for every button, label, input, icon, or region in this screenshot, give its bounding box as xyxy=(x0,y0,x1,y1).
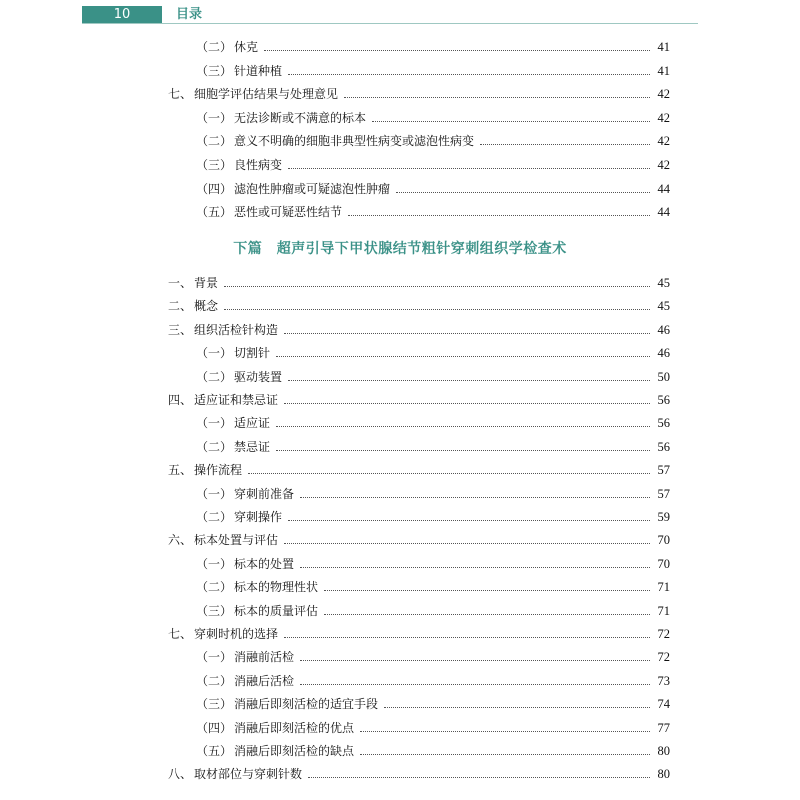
toc-entry-number: （一） xyxy=(196,346,233,361)
toc-entry-page: 74 xyxy=(657,697,670,712)
dot-leader xyxy=(284,636,650,638)
toc-entry-number: 五、 xyxy=(168,463,193,478)
toc-entry-title: 取材部位与穿刺针数 xyxy=(194,767,303,782)
toc-entry xyxy=(196,741,670,761)
toc-entry xyxy=(196,671,670,691)
part-title: 下篇 超声引导下甲状腺结节粗针穿刺组织学检查术 xyxy=(233,241,567,257)
dot-leader xyxy=(276,449,650,451)
toc-entry xyxy=(168,273,670,293)
toc-entry-title: 消融后即刻活检的优点 xyxy=(234,720,355,735)
toc-entry xyxy=(196,61,670,81)
toc-entry-title: 禁忌证 xyxy=(234,439,271,454)
toc-entry-number: （二） xyxy=(196,439,233,454)
toc-entry xyxy=(196,601,670,621)
toc-entry-title: 标本的质量评估 xyxy=(234,603,319,618)
toc-entry-page: 42 xyxy=(657,87,670,102)
dot-leader xyxy=(372,120,650,122)
toc-entry-page: 41 xyxy=(657,63,670,78)
dot-leader xyxy=(276,355,650,357)
toc-entry-page: 44 xyxy=(657,181,670,196)
toc-entry-title: 穿刺时机的选择 xyxy=(194,627,279,641)
dot-leader xyxy=(308,776,650,778)
toc-entry-page: 72 xyxy=(657,627,670,641)
toc-entry-title: 标本处置与评估 xyxy=(194,533,279,548)
toc-entry-page: 72 xyxy=(657,650,670,665)
toc-entry-number: （四） xyxy=(196,181,233,196)
toc-entry-page: 70 xyxy=(657,556,670,571)
toc-entry-title: 良性病变 xyxy=(234,158,283,172)
toc-entry-page: 45 xyxy=(657,276,670,290)
toc-entry-number: （二） xyxy=(196,134,233,149)
dot-leader xyxy=(360,753,650,755)
toc-entry xyxy=(196,647,670,667)
toc-entry-number: 八、 xyxy=(168,767,193,782)
toc-entry-title: 滤泡性肿瘤或可疑滤泡性肿瘤 xyxy=(234,181,391,196)
toc-entry-page: 73 xyxy=(657,673,670,688)
dot-leader xyxy=(480,143,650,145)
toc-entry-page: 71 xyxy=(657,580,670,595)
header-label: 目录 xyxy=(176,7,203,22)
dot-leader xyxy=(324,613,650,615)
toc-entry-title: 切割针 xyxy=(234,346,271,361)
dot-leader xyxy=(284,542,650,544)
toc-entry-title: 消融后即刻活检的适宜手段 xyxy=(234,697,379,712)
toc-entry-number: （三） xyxy=(196,158,233,172)
toc-entry-title: 消融后活检 xyxy=(234,673,295,688)
toc-entry xyxy=(196,694,670,714)
toc-entry-number: （二） xyxy=(196,580,233,595)
toc-entry-number: 四、 xyxy=(168,393,193,407)
toc-entry-title: 穿刺操作 xyxy=(234,510,283,524)
dot-leader xyxy=(324,589,650,591)
dot-leader xyxy=(300,496,650,498)
dot-leader xyxy=(300,566,650,568)
toc-entry-page: 46 xyxy=(657,322,670,337)
dot-leader xyxy=(224,308,650,310)
toc-entry-page: 42 xyxy=(657,158,670,172)
dot-leader xyxy=(360,730,650,732)
toc-entry-number: 七、 xyxy=(168,627,193,641)
toc-entry-page: 56 xyxy=(657,439,670,454)
toc-entry xyxy=(196,179,670,199)
toc-entry-page: 42 xyxy=(657,110,670,125)
toc-entry-title: 标本的处置 xyxy=(234,556,295,571)
dot-leader xyxy=(288,73,650,75)
toc-entry xyxy=(168,624,670,644)
toc-entry xyxy=(168,296,670,316)
toc-entry-page: 50 xyxy=(657,369,670,384)
toc-entry-page: 70 xyxy=(657,533,670,548)
toc-entry xyxy=(196,554,670,574)
toc-entry-page: 56 xyxy=(657,416,670,431)
toc-entry-number: （二） xyxy=(196,369,233,384)
toc-entry xyxy=(196,484,670,504)
dot-leader xyxy=(348,214,650,216)
dot-leader xyxy=(224,285,650,287)
toc-entry xyxy=(196,202,670,222)
dot-leader xyxy=(396,191,650,193)
dot-leader xyxy=(284,332,650,334)
toc-entry-page: 45 xyxy=(657,299,670,314)
toc-entry-title: 穿刺前准备 xyxy=(234,486,295,501)
toc-entry xyxy=(196,155,670,175)
toc-entry xyxy=(168,460,670,480)
toc-entry-page: 80 xyxy=(657,767,670,782)
toc-entry xyxy=(196,131,670,151)
toc-entry-number: （五） xyxy=(196,744,233,758)
toc-entry xyxy=(168,530,670,550)
toc-entry-title: 无法诊断或不满意的标本 xyxy=(234,110,367,125)
toc-entry xyxy=(196,413,670,433)
toc-entry-page: 41 xyxy=(657,40,670,54)
toc-entry-number: （二） xyxy=(196,510,233,524)
toc-entry-page: 80 xyxy=(657,744,670,758)
toc-entry-title: 组织活检针构造 xyxy=(194,322,279,337)
toc-entry-page: 44 xyxy=(657,205,670,220)
page-number: 10 xyxy=(113,7,131,22)
dot-leader xyxy=(264,49,650,51)
toc-entry-number: （一） xyxy=(196,110,233,125)
toc-entry-page: 56 xyxy=(657,393,670,407)
dot-leader xyxy=(300,659,650,661)
toc-entry-number: （三） xyxy=(196,603,233,618)
toc-entry xyxy=(168,764,670,784)
toc-entry-number: 三、 xyxy=(168,322,193,337)
toc-entry xyxy=(168,320,670,340)
dot-leader xyxy=(276,425,650,427)
toc-entry-number: （一） xyxy=(196,650,233,665)
toc-entry-title: 细胞学评估结果与处理意见 xyxy=(194,87,339,102)
toc-entry-page: 71 xyxy=(657,603,670,618)
toc-entry-title: 驱动装置 xyxy=(234,369,283,384)
toc-entry-title: 操作流程 xyxy=(194,463,243,478)
toc-entry xyxy=(196,37,670,57)
dot-leader xyxy=(344,96,650,98)
toc-entry-title: 概念 xyxy=(194,299,219,314)
toc-entry-title: 意义不明确的细胞非典型性病变或滤泡性病变 xyxy=(234,134,475,149)
dot-leader xyxy=(284,402,650,404)
toc-entry-title: 休克 xyxy=(234,40,259,54)
toc-entry xyxy=(196,577,670,597)
toc-entry-number: （三） xyxy=(196,697,233,712)
toc-entry-number: （一） xyxy=(196,556,233,571)
toc-entry-number: 二、 xyxy=(168,299,193,314)
dot-leader xyxy=(384,706,650,708)
toc-entry xyxy=(196,108,670,128)
toc-entry-page: 57 xyxy=(657,463,670,478)
dot-leader xyxy=(288,167,650,169)
dot-leader xyxy=(288,379,650,381)
toc-entry-title: 适应证和禁忌证 xyxy=(194,393,279,407)
toc-entry-number: 七、 xyxy=(168,87,193,102)
toc-entry-page: 77 xyxy=(657,720,670,735)
toc-entry-title: 针道种植 xyxy=(234,63,283,78)
toc-entry-number: （二） xyxy=(196,40,233,54)
toc-entry-page: 42 xyxy=(657,134,670,149)
toc-entry-page: 46 xyxy=(657,346,670,361)
toc-entry-number: （三） xyxy=(196,63,233,78)
toc-entry-number: （二） xyxy=(196,673,233,688)
toc-entry xyxy=(196,718,670,738)
toc-entry-title: 适应证 xyxy=(234,416,271,431)
toc-entry-number: 一、 xyxy=(168,276,193,290)
toc-entry xyxy=(196,343,670,363)
dot-leader xyxy=(300,683,650,685)
toc-entry-number: 六、 xyxy=(168,533,193,548)
toc-entry-title: 消融后即刻活检的缺点 xyxy=(234,744,355,758)
toc-entry xyxy=(168,84,670,104)
toc-entry-number: （一） xyxy=(196,416,233,431)
dot-leader xyxy=(248,472,650,474)
toc-entry xyxy=(196,507,670,527)
toc-entry-number: （一） xyxy=(196,486,233,501)
toc-entry-title: 标本的物理性状 xyxy=(234,580,319,595)
toc-entry-number: （四） xyxy=(196,720,233,735)
dot-leader xyxy=(288,519,650,521)
toc-entry-title: 背景 xyxy=(194,276,219,290)
toc-entry xyxy=(196,367,670,387)
toc-entry xyxy=(168,390,670,410)
toc-entry-number: （五） xyxy=(196,205,233,220)
toc-entry-page: 59 xyxy=(657,510,670,524)
toc-entry-page: 57 xyxy=(657,486,670,501)
toc-entry xyxy=(196,437,670,457)
toc-entry-title: 消融前活检 xyxy=(234,650,295,665)
toc-entry-title: 恶性或可疑恶性结节 xyxy=(234,205,343,220)
